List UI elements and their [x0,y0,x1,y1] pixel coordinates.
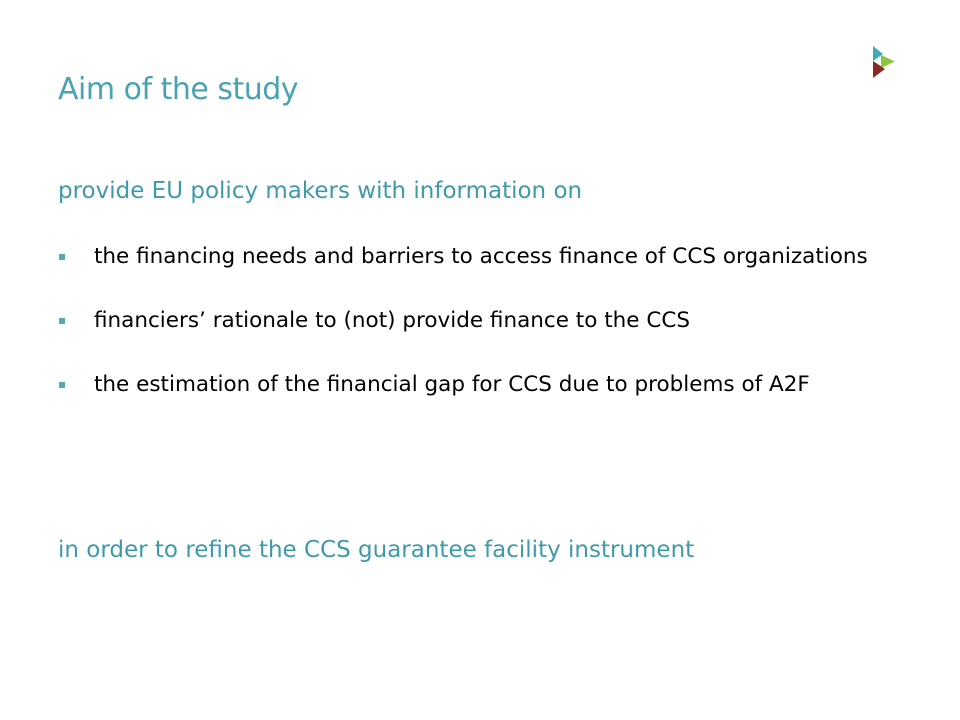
bullet-text: financiers’ rationale to (not) provide finance to the CCS [94,308,690,333]
bullet-text: the estimation of the financial gap for CCS due to problems of A2F [94,372,810,397]
bullet-list [58,241,908,433]
square-bullet-icon [59,254,65,260]
square-bullet-icon [59,318,65,324]
intro-text: provide EU policy makers with information on [58,178,583,204]
logo-green-triangle [881,55,895,68]
bullet-text: the financing needs and barriers to access finance of CCS organizations [94,244,868,269]
bullet-item [58,369,908,401]
slide-title: Aim of the study [58,72,299,107]
bullet-item [58,305,908,337]
logo-icon [872,46,896,78]
bullet-item [58,241,908,273]
square-bullet-icon [59,382,65,388]
outro-text: in order to refine the CCS guarantee facility instrument [58,537,695,563]
